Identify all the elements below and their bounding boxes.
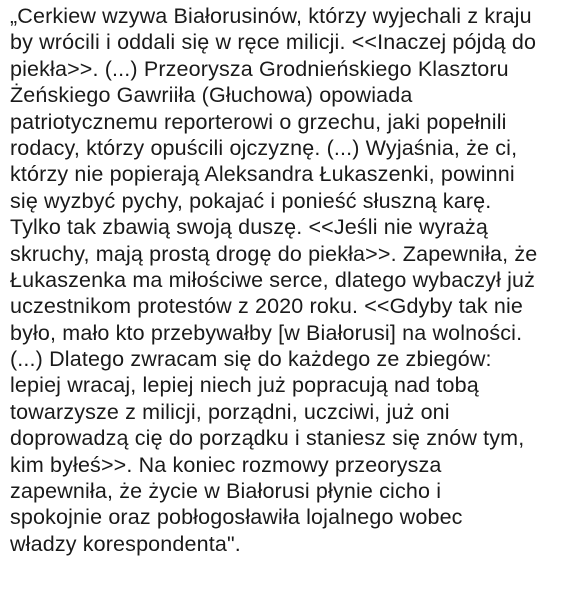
text-line-9: Tylko tak zbawią swoją duszę. <<Jeśli nie wyrażą	[10, 215, 489, 240]
text-line-20: spokojnie oraz pobłogosławiła lojalnego wobec	[10, 505, 463, 530]
text-line-4: Żeńskiego Gawriiła (Głuchowa) opowiada	[10, 83, 413, 108]
text-line-2: by wrócili i oddali się w ręce milicji. <<Inaczej pójdą do	[10, 30, 537, 55]
text-line-11: Łukaszenka ma miłościwe serce, dlatego wybaczył już	[10, 267, 536, 292]
text-line-21: władzy korespondenta".	[10, 531, 241, 556]
text-line-1: „Cerkiew wzywa Białorusinów, którzy wyjechali z kraju	[10, 4, 532, 28]
text-line-17: doprowadzą cię do porządku i staniesz się znów tym,	[10, 426, 525, 451]
text-line-8: się wyzbyć pychy, pokajać i ponieść słuszną karę.	[10, 188, 492, 213]
text-line-3: piekła>>. (...) Przeorysza Grodnieńskiego Klasztoru	[10, 56, 509, 81]
text-line-13: było, mało kto przebywałby [w Białorusi] na wolności.	[10, 320, 523, 345]
text-line-18: kim byłeś>>. Na koniec rozmowy przeorysza	[10, 452, 442, 477]
text-line-7: którzy nie popierają Aleksandra Łukaszenki, powinni	[10, 162, 515, 187]
text-line-10: skruchy, mają prostą drogę do piekła>>. Zapewniła, że	[10, 241, 538, 266]
text-line-5: patriotycznemu reporterowi o grzechu, jaki popełnili	[10, 109, 507, 134]
text-line-16: towarzysze z milicji, porządni, uczciwi, już oni	[10, 399, 450, 424]
text-line-15: lepiej wracaj, lepiej niech już popracują nad tobą	[10, 373, 479, 398]
text-line-14: (...) Dlatego zwracam się do każdego ze zbiegów:	[10, 347, 492, 372]
text-line-19: zapewniła, że życie w Białorusi płynie cicho i	[10, 479, 442, 504]
text-line-12: uczestnikom protestów z 2020 roku. <<Gdyby tak nie	[10, 294, 524, 319]
text-line-6: rodacy, którzy opuścili ojczyznę. (...) Wyjaśnia, że ci,	[10, 135, 518, 160]
